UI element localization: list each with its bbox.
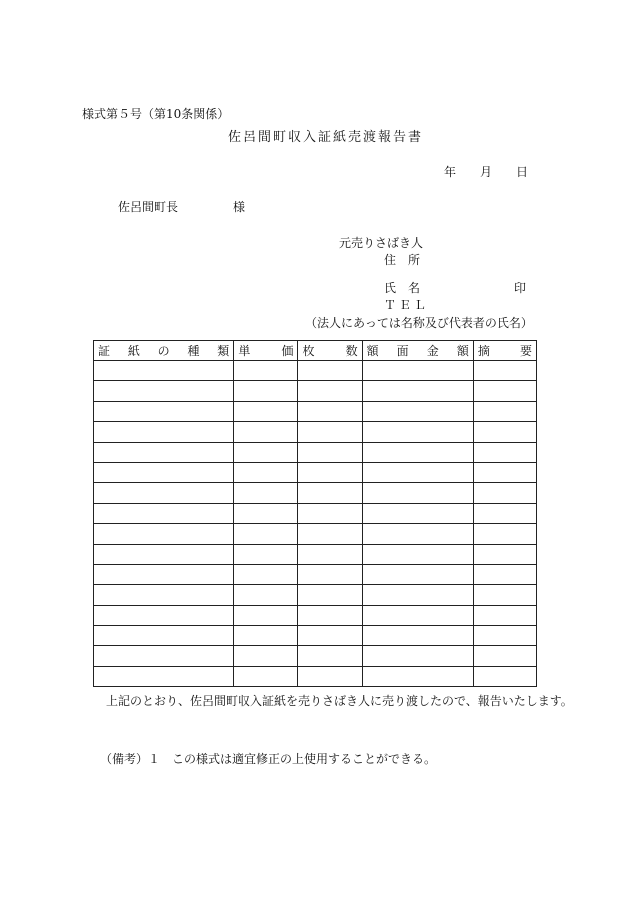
header-char: 要 [519,344,532,358]
table-cell[interactable] [94,442,234,462]
table-cell[interactable] [94,646,234,666]
table-cell[interactable] [362,646,473,666]
addressee-name: 佐呂間町長 [118,200,179,214]
table-cell[interactable] [298,361,362,381]
header-char: 枚 [302,344,315,358]
form-number: 様式第５号（第10条関係） [82,107,230,121]
table-cell[interactable] [298,585,362,605]
date-month-label: 月 [480,165,493,179]
corporation-note: （法人にあっては名称及び代表者の氏名） [305,316,533,330]
table-row [94,646,537,666]
table-row [94,442,537,462]
table-row [94,564,537,584]
table-cell[interactable] [234,626,298,646]
addressee-honorific: 様 [233,200,246,214]
header-char: 額 [456,344,469,358]
table-cell[interactable] [94,605,234,625]
table-cell[interactable] [473,585,536,605]
table-cell[interactable] [362,564,473,584]
table-cell[interactable] [362,605,473,625]
table-cell[interactable] [473,646,536,666]
report-statement: 上記のとおり、佐呂間町収入証紙を売りさばき人に売り渡したので、報告いたします。 [106,694,573,708]
table-cell[interactable] [298,544,362,564]
table-cell[interactable] [234,605,298,625]
table-cell[interactable] [473,605,536,625]
date-year-label: 年 [444,165,457,179]
table-cell[interactable] [473,544,536,564]
table-cell[interactable] [298,564,362,584]
header-char: 紙 [127,344,140,358]
table-cell[interactable] [234,483,298,503]
table-row [94,361,537,381]
table-cell[interactable] [473,401,536,421]
header-remarks [473,341,536,361]
table-cell[interactable] [362,544,473,564]
table-row [94,585,537,605]
header-char: 種 [187,344,200,358]
table-cell[interactable] [298,524,362,544]
table-cell[interactable] [234,666,298,686]
table-cell[interactable] [298,483,362,503]
table-cell[interactable] [362,442,473,462]
header-unit-price [234,341,298,361]
table-cell[interactable] [362,626,473,646]
addressee [118,201,245,213]
header-char: 摘 [477,344,490,358]
table-cell[interactable] [298,422,362,442]
table-cell[interactable] [473,462,536,482]
table-cell[interactable] [362,381,473,401]
table-row [94,401,537,421]
table-cell[interactable] [94,585,234,605]
table-cell[interactable] [94,524,234,544]
table-cell[interactable] [362,361,473,381]
table-cell[interactable] [362,401,473,421]
header-char: の [157,344,170,358]
seller-tel-label: ＴＥＬ [384,298,430,312]
table-cell[interactable] [234,422,298,442]
table-cell[interactable] [362,585,473,605]
date-day-label: 日 [516,165,529,179]
table-cell[interactable] [473,503,536,523]
table-cell[interactable] [234,462,298,482]
table-cell[interactable] [234,524,298,544]
table-cell[interactable] [362,483,473,503]
table-cell[interactable] [234,401,298,421]
table-cell[interactable] [298,666,362,686]
table-cell[interactable] [298,646,362,666]
table-header-row [94,341,537,361]
table-cell[interactable] [94,381,234,401]
header-char: 額 [366,344,379,358]
table-cell[interactable] [94,544,234,564]
table-cell[interactable] [298,401,362,421]
table-cell[interactable] [234,381,298,401]
table-cell[interactable] [473,381,536,401]
table-cell[interactable] [362,422,473,442]
table-row [94,666,537,686]
table-cell[interactable] [234,503,298,523]
table-cell[interactable] [234,544,298,564]
header-char: 証 [98,344,111,358]
seller-label: 元売りさばき人 [339,236,424,250]
stamp-sales-table [93,340,537,687]
table-cell[interactable] [234,361,298,381]
table-cell[interactable] [298,381,362,401]
table-row [94,524,537,544]
table-cell[interactable] [362,503,473,523]
seller-name-label: 氏 名 [384,281,421,295]
table-cell[interactable] [473,666,536,686]
table-cell[interactable] [473,626,536,646]
table-cell[interactable] [94,462,234,482]
remarks-note: （備考）１ この様式は適宜修正の上使用することができる。 [100,752,437,766]
table-row [94,381,537,401]
header-char: 単 [238,344,251,358]
seller-address-label: 住 所 [384,253,421,267]
table-cell[interactable] [298,462,362,482]
header-quantity [298,341,362,361]
table-cell[interactable] [298,605,362,625]
table-cell[interactable] [362,462,473,482]
table-cell[interactable] [94,483,234,503]
header-face-amount [362,341,473,361]
table-cell[interactable] [94,361,234,381]
table-row [94,626,537,646]
header-char: 面 [396,344,409,358]
table-cell[interactable] [94,503,234,523]
header-char: 数 [345,344,358,358]
table-row [94,503,537,523]
table-cell[interactable] [362,524,473,544]
table-cell[interactable] [473,483,536,503]
table-cell[interactable] [473,564,536,584]
table-row [94,422,537,442]
table-row [94,605,537,625]
table-cell[interactable] [94,564,234,584]
table-row [94,483,537,503]
table-cell[interactable] [234,646,298,666]
table-cell[interactable] [473,422,536,442]
header-char: 価 [281,344,294,358]
date-row [444,166,528,178]
table-cell[interactable] [473,361,536,381]
table-row [94,462,537,482]
seal-mark: 印 [514,281,527,295]
header-stamp-type [94,341,234,361]
table-cell[interactable] [473,442,536,462]
table-cell[interactable] [298,503,362,523]
header-char: 類 [217,344,230,358]
table-cell[interactable] [234,564,298,584]
table-cell[interactable] [362,666,473,686]
table-cell[interactable] [298,626,362,646]
header-char: 金 [426,344,439,358]
table-row [94,544,537,564]
table-cell[interactable] [94,626,234,646]
table-cell[interactable] [234,585,298,605]
table-cell[interactable] [94,422,234,442]
table-cell[interactable] [473,524,536,544]
document-title: 佐呂間町収入証紙売渡報告書 [228,130,424,145]
table-cell[interactable] [298,442,362,462]
table-cell[interactable] [94,401,234,421]
table-cell[interactable] [234,442,298,462]
table-cell[interactable] [94,666,234,686]
